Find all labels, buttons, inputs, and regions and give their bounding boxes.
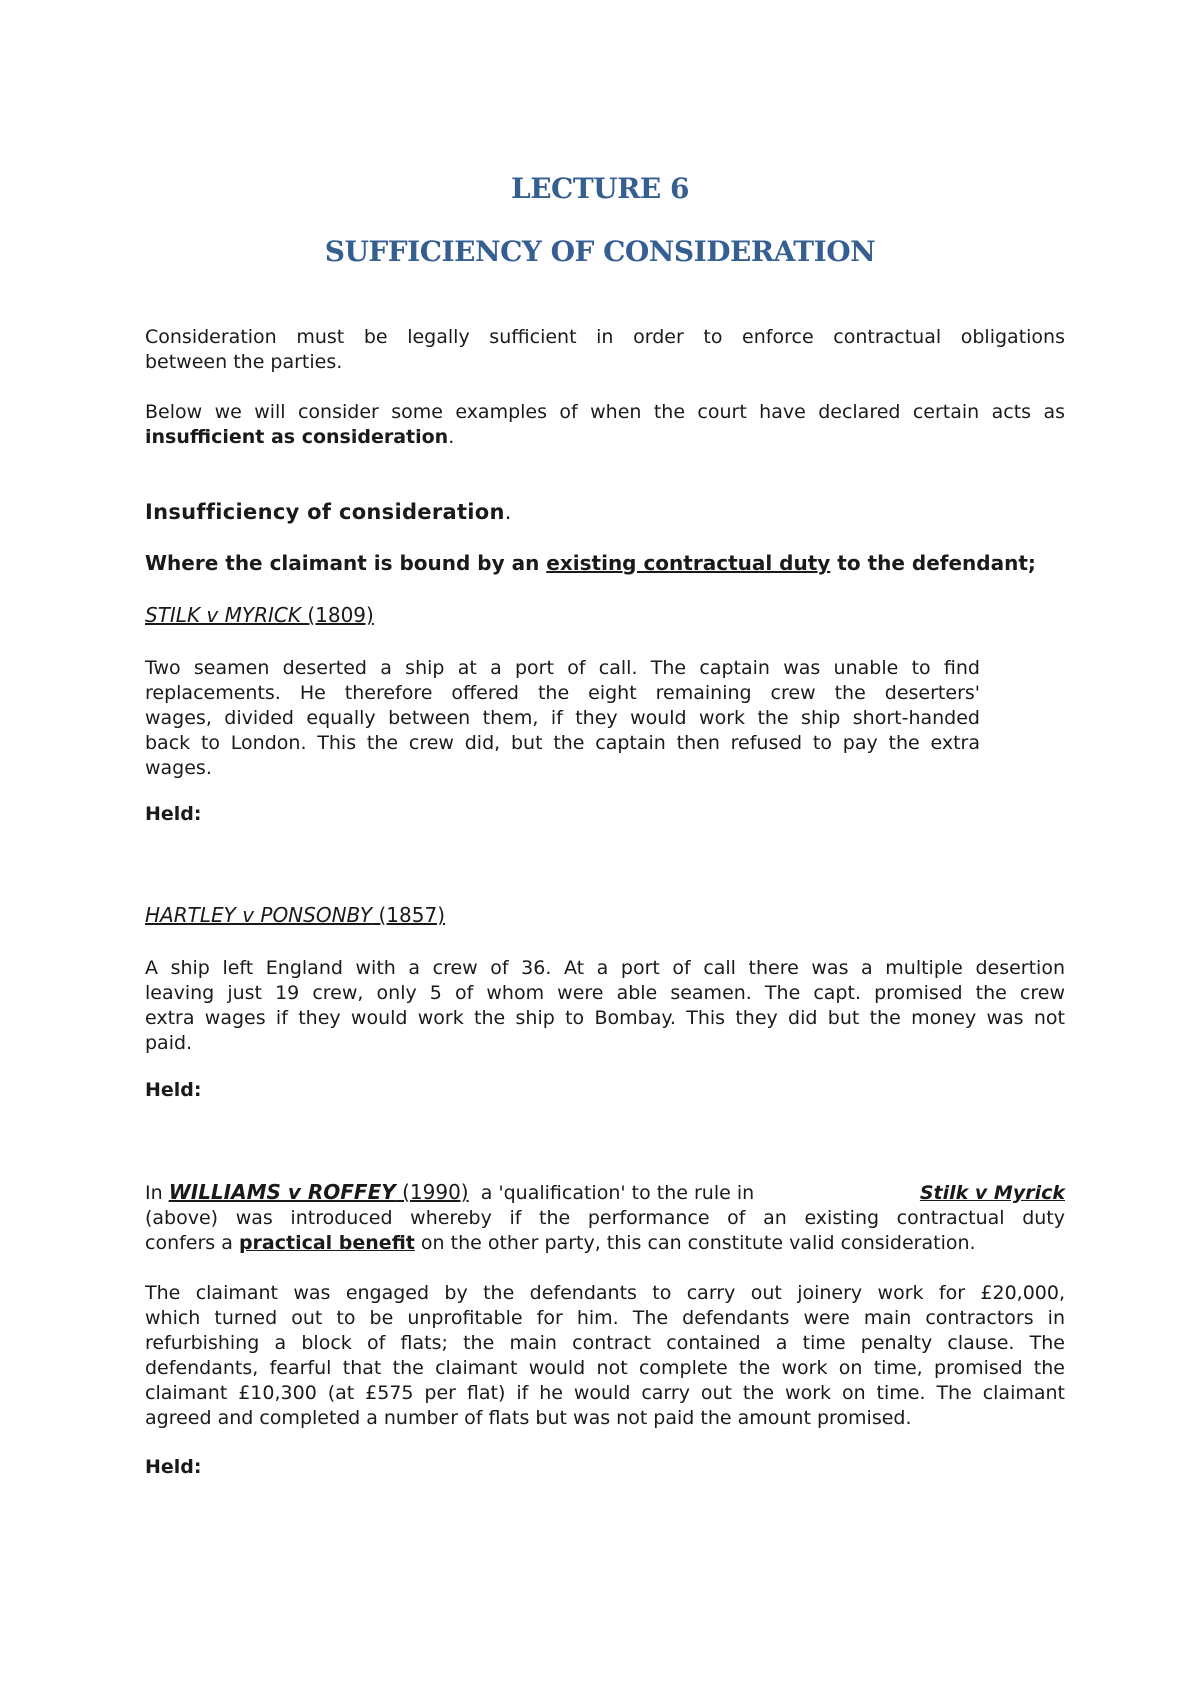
case-williams-ref: Stilk v Myrick xyxy=(919,1182,1065,1204)
page-title: LECTURE 6 xyxy=(511,172,689,205)
case-williams-year: (1990) xyxy=(395,1180,469,1204)
case-williams-fact-6: agreed and completed a number of flats but was not paid the amount promised. xyxy=(145,1407,912,1429)
case-williams-fact-5: claimant £10,300 (at £575 per flat) if he would carry out the work on time. The claimant xyxy=(145,1382,1065,1404)
case-williams-fact-4: defendants, fearful that the claimant would not complete the work on time, promised the xyxy=(145,1357,1065,1379)
section-title-text: Insufficiency of consideration xyxy=(145,500,505,524)
below-line-2 xyxy=(145,425,1065,450)
case-stilk-title xyxy=(145,603,374,627)
case-stilk-year: (1809) xyxy=(307,603,374,627)
below-end: . xyxy=(448,426,455,448)
rule-post: to the defendant; xyxy=(830,551,1036,575)
page-subtitle: SUFFICIENCY OF CONSIDERATION xyxy=(324,235,876,268)
case-williams-in: In xyxy=(145,1182,169,1204)
case-williams-paragraph xyxy=(145,1180,1065,1256)
case-williams-facts xyxy=(145,1281,1065,1431)
case-williams-held: Held: xyxy=(145,1456,202,1478)
below-bold-text: insufficient as consideration xyxy=(145,426,449,448)
case-stilk-line-1: Two seamen deserted a ship at a port of call. The captain was unable to find xyxy=(145,657,980,679)
case-hartley-year: (1857) xyxy=(372,903,446,927)
case-williams-fact-2: which turned out to be unprofitable for him. The defendants were main contractors in xyxy=(145,1307,1065,1329)
case-williams-line-1 xyxy=(145,1180,1065,1206)
rule-statement xyxy=(145,551,1036,576)
case-stilk-held: Held: xyxy=(145,803,202,825)
case-hartley-held: Held: xyxy=(145,1079,202,1101)
below-paragraph xyxy=(145,400,1065,450)
intro-line-1: Consideration must be legally sufficient in order to enforce contractual obligations xyxy=(145,326,1065,348)
rule-underlined: existing contractual duty xyxy=(546,551,831,575)
case-hartley-line-2: leaving just 19 crew, only 5 of whom were able seamen. The capt. promised the crew xyxy=(145,982,1065,1004)
case-williams-practical-benefit: practical benefit xyxy=(238,1232,415,1254)
case-hartley-facts xyxy=(145,956,1065,1056)
case-williams-fact-3: refurbishing a block of flats; the main contract contained a time penalty clause. The xyxy=(145,1332,1065,1354)
case-stilk-line-2: replacements. He therefore offered the eight remaining crew the deserters' xyxy=(145,682,980,704)
case-stilk-line-5: wages. xyxy=(145,757,212,779)
case-williams-line-3 xyxy=(145,1231,1065,1256)
case-stilk-line-4: back to London. This the crew did, but the captain then refused to pay the extra xyxy=(145,732,980,754)
intro-line-2: between the parties. xyxy=(145,351,343,373)
below-line-1: Below we will consider some examples of when the court have declared certain acts as xyxy=(145,401,1065,423)
intro-paragraph xyxy=(145,325,1065,375)
case-hartley-title xyxy=(145,903,445,927)
case-stilk-name: STILK v MYRICK xyxy=(145,603,308,627)
case-hartley-line-1: A ship left England with a crew of 36. At a port of call there was a multiple desertion xyxy=(145,957,1065,979)
case-williams-line-3-pre: confers a xyxy=(145,1232,239,1254)
rule-pre: Where the claimant is bound by an xyxy=(145,551,547,575)
case-williams-qualification: a 'qualification' to the rule in xyxy=(468,1182,761,1204)
case-stilk-facts xyxy=(145,656,980,781)
case-williams-fact-1: The claimant was engaged by the defendants to carry out joinery work for £20,000, xyxy=(145,1282,1065,1304)
case-stilk-line-3: wages, divided equally between them, if they would work the ship short-handed xyxy=(145,707,980,729)
section-title-end: . xyxy=(504,500,512,524)
case-hartley-line-3: extra wages if they would work the ship to Bombay. This they did but the money was not xyxy=(145,1007,1065,1029)
case-hartley-name: HARTLEY v PONSONBY xyxy=(145,903,373,927)
case-williams-line-3-post: on the other party, this can constitute valid consideration. xyxy=(414,1232,976,1254)
case-williams-name: WILLIAMS v ROFFEY xyxy=(168,1180,396,1204)
case-williams-line-2: (above) was introduced whereby if the performance of an existing contractual duty xyxy=(145,1207,1065,1229)
section-heading xyxy=(145,500,512,524)
case-hartley-line-4: paid. xyxy=(145,1032,193,1054)
